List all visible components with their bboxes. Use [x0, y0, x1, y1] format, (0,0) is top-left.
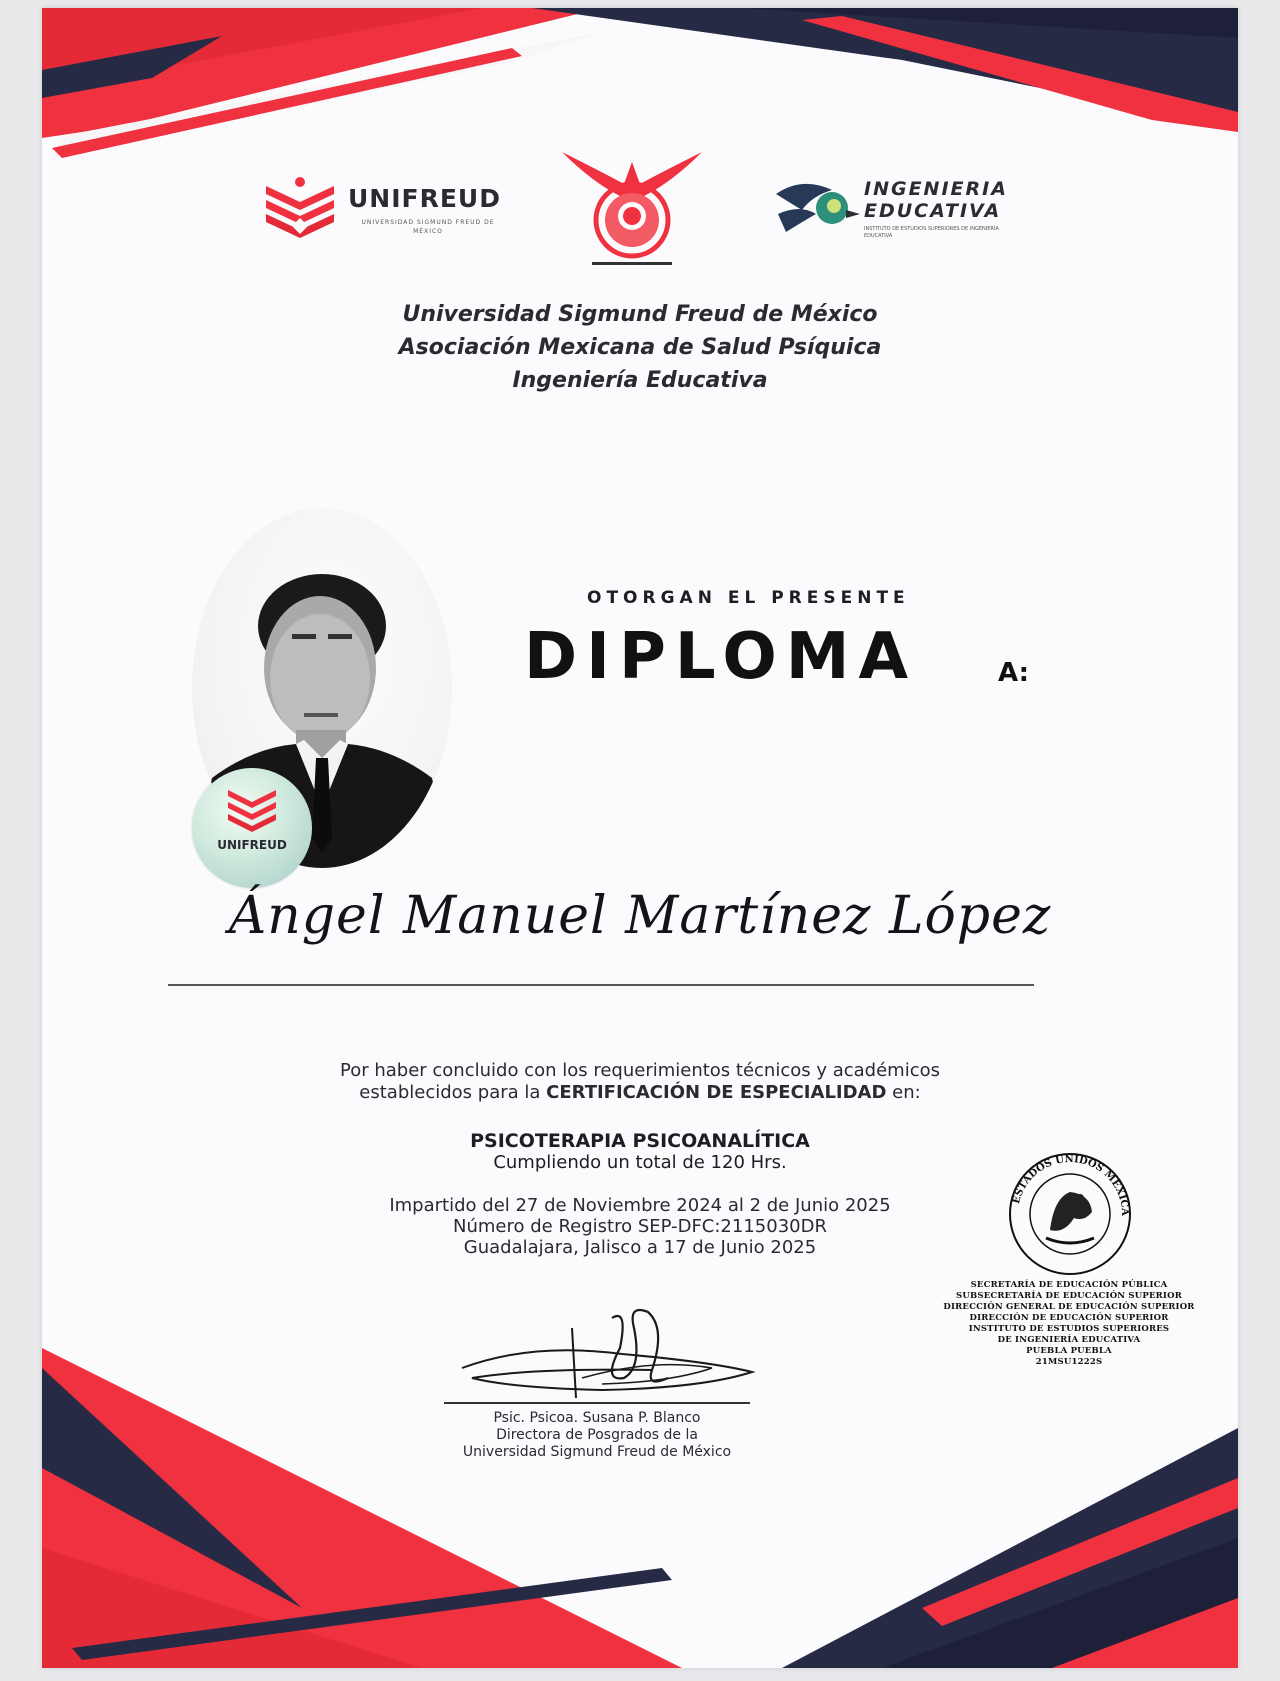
- seal-line: DIRECCIÓN DE EDUCACIÓN SUPERIOR: [969, 1313, 1169, 1323]
- institutions-block: [42, 298, 1238, 397]
- quetzal-bird-icon: [772, 174, 862, 244]
- hologram-label: UNIFREUD: [217, 838, 287, 852]
- diploma-title: DIPLOMA: [524, 620, 917, 694]
- recipient-name: Ángel Manuel Martínez López: [228, 886, 1052, 946]
- unifreud-wordmark: UNIFREUD: [348, 184, 501, 213]
- seal-line: DIRECCIÓN GENERAL DE EDUCACIÓN SUPERIOR: [943, 1302, 1195, 1312]
- ingenieria-subtitle: INSTITUTO DE ESTUDIOS SUPERIORES DE INGENIERÍA EDUCATIVA: [864, 226, 999, 239]
- statement-line: Por haber concluido con los requerimientos técnicos y académicos: [339, 1060, 941, 1081]
- institution-line: Universidad Sigmund Freud de México: [402, 302, 878, 327]
- statement-prefix: establecidos para la: [359, 1082, 547, 1103]
- unifreud-logo: [264, 176, 514, 246]
- place-date: Guadalajara, Jalisco a 17 de Junio 2025: [463, 1237, 817, 1258]
- educativa-wordmark: EDUCATIVA: [864, 200, 1002, 222]
- seal-line: PUEBLA PUEBLA: [1026, 1346, 1112, 1356]
- diploma-intro: OTORGAN EL PRESENTE: [587, 588, 910, 608]
- diploma-page: [42, 8, 1238, 1668]
- period-text: Impartido del 27 de Noviembre 2024 al 2 de Junio 2025: [389, 1195, 891, 1216]
- handwritten-signature: [452, 1298, 772, 1408]
- mexican-coat-of-arms-icon: [934, 1148, 1204, 1278]
- unifreud-hologram-seal: [192, 768, 312, 888]
- seal-line: SECRETARÍA DE EDUCACIÓN PÚBLICA: [970, 1280, 1168, 1290]
- signer-block: [344, 1410, 850, 1461]
- seal-line: DE INGENIERÍA EDUCATIVA: [997, 1335, 1141, 1345]
- statement-line: [42, 1082, 1238, 1104]
- seal-ring-text: ESTADOS UNIDOS MEXICA: [1011, 1153, 1131, 1217]
- certificate-statement: [42, 1060, 1238, 1104]
- certification-type: CERTIFICACIÓN DE ESPECIALIDAD: [546, 1082, 887, 1103]
- program-title: PSICOTERAPIA PSICOANALÍTICA: [470, 1130, 810, 1152]
- signer-role: Directora de Posgrados de la: [496, 1427, 698, 1443]
- eagle-emblem-icon: [552, 142, 712, 272]
- unifreud-mark-icon: [264, 176, 336, 246]
- ingenieria-wordmark: INGENIERIA: [864, 178, 1008, 200]
- registry-number: Número de Registro SEP-DFC:2115030DR: [453, 1216, 827, 1237]
- name-underline: [168, 984, 1034, 986]
- signer-institution: Universidad Sigmund Freud de México: [462, 1444, 732, 1460]
- program-hours: Cumpliendo un total de 120 Hrs.: [493, 1152, 787, 1173]
- seal-line: INSTITUTO DE ESTUDIOS SUPERIORES: [968, 1324, 1170, 1334]
- statement-suffix: en:: [886, 1082, 921, 1103]
- signature-line: [444, 1402, 750, 1404]
- institution-line: Ingeniería Educativa: [512, 368, 768, 393]
- seal-line: SUBSECRETARÍA DE EDUCACIÓN SUPERIOR: [956, 1291, 1182, 1301]
- ingenieria-educativa-logo: [772, 174, 1032, 254]
- signer-name: Psic. Psicoa. Susana P. Blanco: [493, 1410, 701, 1426]
- unifreud-mark-icon: [192, 776, 312, 846]
- seal-line: 21MSU1222S: [1035, 1357, 1103, 1367]
- diploma-suffix: A:: [998, 658, 1030, 688]
- sep-official-seal: [934, 1148, 1204, 1398]
- logo-row: [42, 138, 1238, 278]
- seal-text: [934, 1280, 1204, 1368]
- institution-line: Asociación Mexicana de Salud Psíquica: [398, 335, 882, 360]
- unifreud-subtitle: UNIVERSIDAD SIGMUND FREUD DE MÉXICO: [361, 219, 495, 235]
